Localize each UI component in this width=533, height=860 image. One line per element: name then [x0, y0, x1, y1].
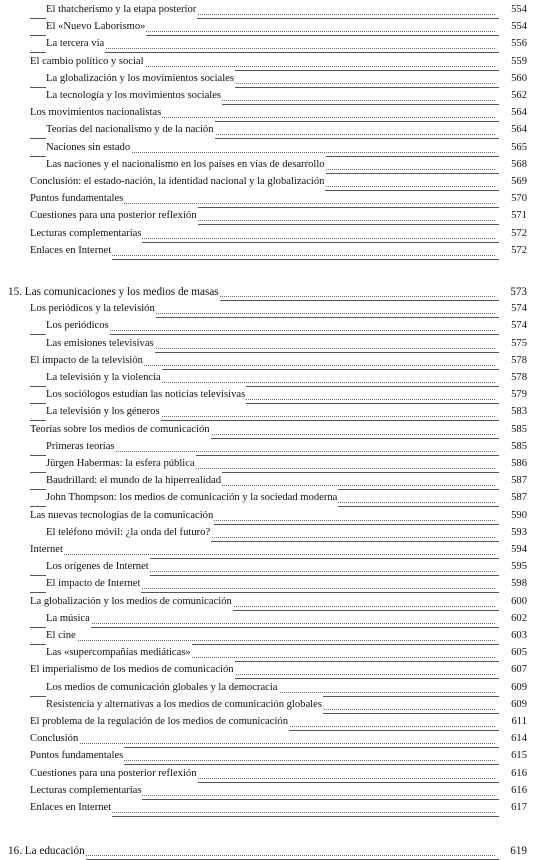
toc-entry-title: Enlaces en Internet — [30, 242, 112, 260]
toc-row[interactable] — [0, 1, 533, 19]
toc-entry-title: La música — [46, 610, 91, 628]
toc-page-number: 570 — [499, 190, 527, 208]
toc-page-number: 560 — [499, 70, 527, 88]
toc-page-number: 585 — [499, 438, 527, 456]
toc-page-number: 615 — [499, 747, 527, 765]
toc-entry-title: Jürgen Habermas: la esfera pública — [46, 455, 196, 473]
toc-row[interactable] — [0, 541, 533, 559]
toc-entry-title: La globalización y los medios de comunicación — [30, 593, 233, 611]
toc-page-number: 579 — [499, 386, 527, 404]
toc-page-number: 575 — [499, 335, 527, 353]
toc-page-number: 574 — [499, 300, 527, 318]
toc-page-number: 569 — [499, 173, 527, 191]
toc-entry-title: Los movimientos nacionalistas — [30, 104, 162, 122]
toc-row[interactable] — [0, 730, 533, 748]
toc-row[interactable] — [0, 121, 533, 139]
toc-entry-title: La tecnología y los movimientos sociales — [46, 87, 222, 105]
toc-page-number: 585 — [499, 421, 527, 439]
toc-page-number: 593 — [499, 524, 527, 542]
toc-entry-title: Los periódicos — [46, 317, 110, 335]
toc-entry-title: Internet — [30, 541, 64, 559]
toc-row[interactable] — [0, 627, 533, 645]
toc-entry-title: La tercera vía — [46, 35, 105, 53]
toc-entry-title: Lecturas complementarias — [30, 782, 142, 800]
toc-row[interactable] — [0, 713, 533, 731]
toc-row[interactable] — [0, 225, 533, 243]
toc-row[interactable] — [0, 53, 533, 71]
toc-entry-title: El cambio político y social — [30, 53, 145, 71]
toc-page-number: 616 — [499, 782, 527, 800]
toc-entry-title: El teléfono móvil: ¿la onda del futuro? — [46, 524, 211, 542]
toc-page-number: 616 — [499, 765, 527, 783]
toc-row[interactable] — [0, 403, 533, 421]
toc-entry-title: El imperialismo de los medios de comunicación — [30, 661, 235, 679]
toc-page-number: 574 — [499, 317, 527, 335]
toc-entry-title: Los sociólogos estudian las noticias televisivas — [46, 386, 246, 404]
toc-row[interactable] — [0, 696, 533, 714]
toc-page-number: 571 — [499, 207, 527, 225]
toc-page-number: 565 — [499, 139, 527, 157]
toc-entry-title: El «Nuevo Laborismo» — [46, 18, 146, 36]
toc-entry-title: Cuestiones para una posterior reflexión — [30, 765, 198, 783]
toc-page-number: 587 — [499, 472, 527, 490]
toc-chapter-row[interactable] — [0, 283, 533, 301]
toc-row[interactable] — [0, 747, 533, 765]
toc-row[interactable] — [0, 610, 533, 628]
toc-row[interactable] — [0, 558, 533, 576]
toc-row[interactable] — [0, 139, 533, 157]
toc-page-number: 598 — [499, 575, 527, 593]
toc-page-number: 564 — [499, 104, 527, 122]
toc-entry-title: Las «supercompañías mediáticas» — [46, 644, 192, 662]
toc-row[interactable] — [0, 644, 533, 662]
toc-entry-title: Los orígenes de Internet — [46, 558, 150, 576]
toc-page-number: 559 — [499, 53, 527, 71]
toc-page-number: 586 — [499, 455, 527, 473]
toc-page-number: 607 — [499, 661, 527, 679]
toc-entry-title: Teorías sobre los medios de comunicación — [30, 421, 211, 439]
toc-page-number: 583 — [499, 403, 527, 421]
toc-row[interactable] — [0, 593, 533, 611]
toc-entry-title: El impacto de Internet — [46, 575, 141, 593]
toc-entry-title: Enlaces en Internet — [30, 799, 112, 817]
toc-page-number: 564 — [499, 121, 527, 139]
toc-row[interactable] — [0, 386, 533, 404]
toc-entry-title: 16. La educación — [8, 842, 86, 860]
toc-entry-title: Las naciones y el nacionalismo en los países en vías de desarrollo — [46, 156, 326, 174]
toc-page-number: 609 — [499, 679, 527, 697]
toc-row[interactable] — [0, 300, 533, 318]
toc-page-number: 602 — [499, 610, 527, 628]
toc-entry-title: Los periódicos y la televisión — [30, 300, 156, 318]
toc-entry-title: Puntos fundamentales — [30, 747, 124, 765]
toc-entry-title: John Thompson: los medios de comunicación y la sociedad moderna — [46, 489, 338, 507]
toc-page-number: 572 — [499, 242, 527, 260]
toc-page-number: 603 — [499, 627, 527, 645]
toc-row[interactable] — [0, 369, 533, 387]
toc-page-number: 562 — [499, 87, 527, 105]
toc-page-number: 568 — [499, 156, 527, 174]
toc-entry-title: 15. Las comunicaciones y los medios de masas — [8, 283, 220, 301]
toc-entry-title: La televisión y los géneros — [46, 403, 161, 421]
toc-row[interactable] — [0, 507, 533, 525]
toc-row[interactable] — [0, 438, 533, 456]
toc-row[interactable] — [0, 70, 533, 88]
toc-entry-title: Primeras teorías — [46, 438, 116, 456]
toc-leader-dots — [46, 639, 495, 641]
toc-page-number: 578 — [499, 369, 527, 387]
toc-entry-title: Puntos fundamentales — [30, 190, 124, 208]
toc-page-number: 609 — [499, 696, 527, 714]
toc-entry-title: El cine — [46, 627, 77, 645]
toc-row[interactable] — [0, 104, 533, 122]
toc-page-number: 600 — [499, 593, 527, 611]
toc-row[interactable] — [0, 455, 533, 473]
toc-row[interactable] — [0, 242, 533, 260]
toc-entry-title: Lecturas complementarias — [30, 225, 142, 243]
toc-row[interactable] — [0, 87, 533, 105]
toc-leader-dots — [30, 742, 495, 744]
toc-leader-dots — [46, 47, 495, 49]
toc-entry-title: Conclusión: el estado-nación, la identidad nacional y la globalización — [30, 173, 325, 191]
toc-row[interactable] — [0, 35, 533, 53]
toc-page-number: 617 — [499, 799, 527, 817]
toc-page-number: 611 — [499, 713, 527, 731]
toc-row[interactable] — [0, 679, 533, 697]
toc-entry-title: El problema de la regulación de los medios de comunicación — [30, 713, 289, 731]
toc-row[interactable] — [0, 782, 533, 800]
toc-row[interactable] — [0, 575, 533, 593]
toc-row[interactable] — [0, 207, 533, 225]
toc-row[interactable] — [0, 472, 533, 490]
toc-entry-title: Las nuevas tecnologías de la comunicación — [30, 507, 214, 525]
toc-entry-title: Resistencia y alternativas a los medios de comunicación globales — [46, 696, 323, 714]
toc-page-number: 587 — [499, 489, 527, 507]
toc-leader-dots — [30, 553, 495, 555]
toc-row[interactable] — [0, 799, 533, 817]
toc-entry-title: La globalización y los movimientos sociales — [46, 70, 235, 88]
toc-page-number: 614 — [499, 730, 527, 748]
toc-entry-title: Naciones sin estado — [46, 139, 131, 157]
toc-row[interactable] — [0, 421, 533, 439]
toc-row[interactable] — [0, 489, 533, 507]
toc-page-number: 578 — [499, 352, 527, 370]
toc-row[interactable] — [0, 661, 533, 679]
toc-entry-title: La televisión y la violencia — [46, 369, 162, 387]
toc-row[interactable] — [0, 156, 533, 174]
toc-row[interactable] — [0, 524, 533, 542]
toc-entry-title: Teorías del nacionalismo y de la nación — [46, 121, 215, 139]
toc-row[interactable] — [0, 352, 533, 370]
toc-row[interactable] — [0, 18, 533, 36]
toc-page-number: 605 — [499, 644, 527, 662]
toc-entry-title: Cuestiones para una posterior reflexión — [30, 207, 198, 225]
toc-entry-title: El impacto de la televisión — [30, 352, 144, 370]
toc-page-number: 573 — [499, 283, 527, 301]
toc-page-number: 572 — [499, 225, 527, 243]
toc-page-number: 554 — [499, 1, 527, 19]
toc-entry-title: Conclusión — [30, 730, 79, 748]
toc-row[interactable] — [0, 190, 533, 208]
toc-page-number: 595 — [499, 558, 527, 576]
toc-page-number: 619 — [499, 842, 527, 860]
toc-leader-dots — [46, 622, 495, 624]
toc-entry-title: El thatcherismo y la etapa posterior — [46, 1, 197, 19]
toc-page-number: 556 — [499, 35, 527, 53]
toc-row[interactable] — [0, 317, 533, 335]
toc-page-number: 594 — [499, 541, 527, 559]
toc-entry-title: Los medios de comunicación globales y la democracia — [46, 679, 279, 697]
toc-row[interactable] — [0, 335, 533, 353]
toc-page-number: 554 — [499, 18, 527, 36]
toc-page-number: 590 — [499, 507, 527, 525]
toc-entry-title: Baudrillard: el mundo de la hiperrealidad — [46, 472, 222, 490]
toc-leader-dots — [46, 329, 495, 331]
toc-entry-title: Las emisiones televisivas — [46, 335, 155, 353]
toc-row[interactable] — [0, 765, 533, 783]
toc-row[interactable] — [0, 173, 533, 191]
toc-chapter-row[interactable] — [0, 842, 533, 860]
